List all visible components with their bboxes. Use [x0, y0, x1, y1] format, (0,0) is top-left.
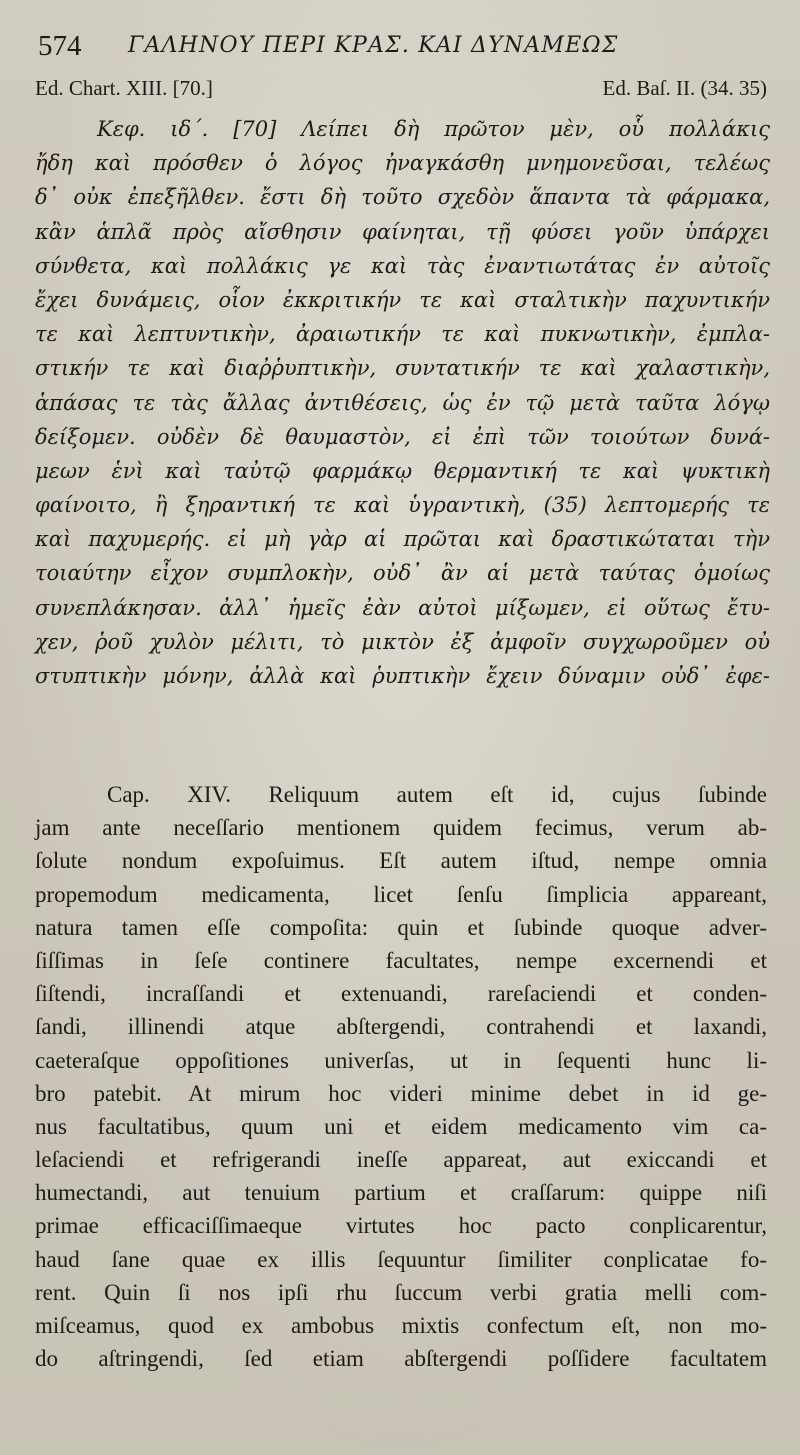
latin-text-line: nus facultatibus, quum uni et eidem medicamento vim ca-: [35, 1113, 767, 1139]
greek-text-line: Κεφ. ιδ΄. [70] Λείπει δὴ πρῶτον μὲν, οὗ πολλάκις: [97, 117, 770, 141]
greek-text-line: στυπτικὴν μόνην, ἀλλὰ καὶ ῥυπτικὴν ἔχειν δύναμιν οὐδ᾽ ἐφε-: [35, 664, 770, 688]
greek-text-line: δείξομεν. οὐδὲν δὲ θαυμαστὸν, εἰ ἐπὶ τῶν τοιούτων δυνά-: [35, 424, 770, 449]
latin-text-line: primae efficaciſſimaeque virtutes hoc pacto conplicarentur,: [35, 1213, 767, 1239]
greek-text-line: ἁπάσας τε τὰς ἄλλας ἀντιθέσεις, ὡς ἐν τῷ μετὰ ταῦτα λόγῳ: [35, 390, 770, 415]
greek-text-line: δ᾽ οὐκ ἐπεξῆλθεν. ἔστι δὴ τοῦτο σχεδὸν ἅπαντα τὰ φάρμακα,: [35, 185, 770, 210]
latin-text-block: [35, 778, 767, 1375]
greek-text-block: [35, 112, 770, 693]
greek-text-line: χεν, ῥοῦ χυλὸν μέλιτι, τὸ μικτὸν ἐξ ἀμφοῖν συγχωροῦμεν οὐ: [35, 629, 770, 654]
latin-text-line: haud ſane quae ex illis ſequuntur ſimiliter conplicatae fo-: [35, 1246, 767, 1272]
greek-text-line: μεων ἑνὶ καὶ ταὐτῷ φαρμάκῳ θερμαντική τε καὶ ψυκτικὴ: [35, 458, 770, 483]
latin-text-line: ſiſtendi, incraſſandi et extenuandi, rareſaciendi et conden-: [35, 981, 767, 1007]
latin-text-line: rent. Quin ſi nos ipſi rhu ſuccum verbi gratia melli com-: [35, 1279, 767, 1305]
latin-text-line: ſandi, illinendi atque abſtergendi, contrahendi et laxandi,: [35, 1014, 767, 1040]
edition-chartier-reference: Ed. Chart. XIII. [70.]: [35, 76, 213, 100]
greek-text-line: συνεπλάκησαν. ἀλλ᾽ ἡμεῖς ἐὰν αὐτοὶ μίξωμεν, εἰ οὕτως ἔτυ-: [35, 595, 770, 620]
latin-text-line: leſaciendi et refrigerandi ineſſe appareat, aut exiccandi et: [35, 1147, 767, 1173]
page-header: [38, 30, 768, 64]
latin-text-line: ſiſſimas in ſeſe continere facultates, nempe excernendi et: [35, 947, 767, 973]
greek-text-line: σύνθετα, καὶ πολλάκις γε καὶ τὰς ἐναντιωτάτας ἐν αὐτοῖς: [35, 253, 770, 278]
latin-text-line: do aſtringendi, ſed etiam abſtergendi poſſidere facultatem: [35, 1346, 767, 1372]
greek-text-line: ἔχει δυνάμεις, οἷον ἐκκριτικήν τε καὶ σταλτικὴν παχυντικήν: [35, 287, 770, 312]
latin-text-line: caeteraſque oppoſitiones univerſas, ut in ſequenti hunc li-: [35, 1047, 767, 1073]
greek-text-line: τοιαύτην εἶχον συμπλοκὴν, οὐδ᾽ ἂν αἱ μετὰ ταύτας ὁμοίως: [35, 561, 770, 586]
latin-text-line: Cap. XIV. Reliquum autem eſt id, cujus ſubinde: [107, 782, 767, 807]
running-title: ΓΑΛΗΝΟΥ ΠΕΡΙ ΚΡΑΣ. ΚΑΙ ΔΥΝΑΜΕΩΣ: [128, 33, 619, 58]
greek-text-line: στικήν τε καὶ διαῤῥυπτικὴν, συντατικήν τε καὶ χαλαστικὴν,: [35, 356, 770, 381]
edition-reference-line: [35, 78, 767, 102]
greek-text-line: τε καὶ λεπτυντικὴν, ἀραιωτικήν τε καὶ πυκνωτικὴν, ἐμπλα-: [35, 322, 770, 347]
latin-text-line: miſceamus, quod ex ambobus mixtis confectum eſt, non mo-: [35, 1313, 767, 1338]
edition-basel-reference: Ed. Baſ. II. (34. 35): [602, 76, 767, 100]
latin-text-line: propemodum medicamenta, licet ſenſu ſimplicia appareant,: [35, 881, 767, 907]
latin-text-line: natura tamen eſſe compoſita: quin et ſubinde quoque adver-: [35, 914, 767, 940]
greek-text-line: κἂν ἁπλᾶ πρὸς αἴσθησιν φαίνηται, τῇ φύσει γοῦν ὑπάρχει: [35, 219, 770, 244]
latin-text-line: ſolute nondum expoſuimus. Eſt autem iſtud, nempe omnia: [35, 848, 767, 874]
latin-text-line: jam ante neceſſario mentionem quidem fecimus, verum ab-: [35, 815, 767, 841]
greek-text-line: φαίνοιτο, ἢ ξηραντική τε καὶ ὑγραντικὴ, (35) λεπτομερής τε: [35, 493, 770, 518]
greek-text-line: ἤδη καὶ πρόσθεν ὁ λόγος ἠναγκάσθη μνημονεῦσαι, τελέως: [35, 151, 770, 176]
greek-text-line: καὶ παχυμερής. εἰ μὴ γὰρ αἱ πρῶται καὶ δραστικώταται τὴν: [35, 527, 770, 552]
latin-text-line: bro patebit. At mirum hoc videri minime debet in id ge-: [35, 1080, 767, 1106]
page-number: 574: [38, 30, 82, 62]
latin-text-line: humectandi, aut tenuium partium et craſſarum: quippe niſi: [35, 1180, 767, 1206]
